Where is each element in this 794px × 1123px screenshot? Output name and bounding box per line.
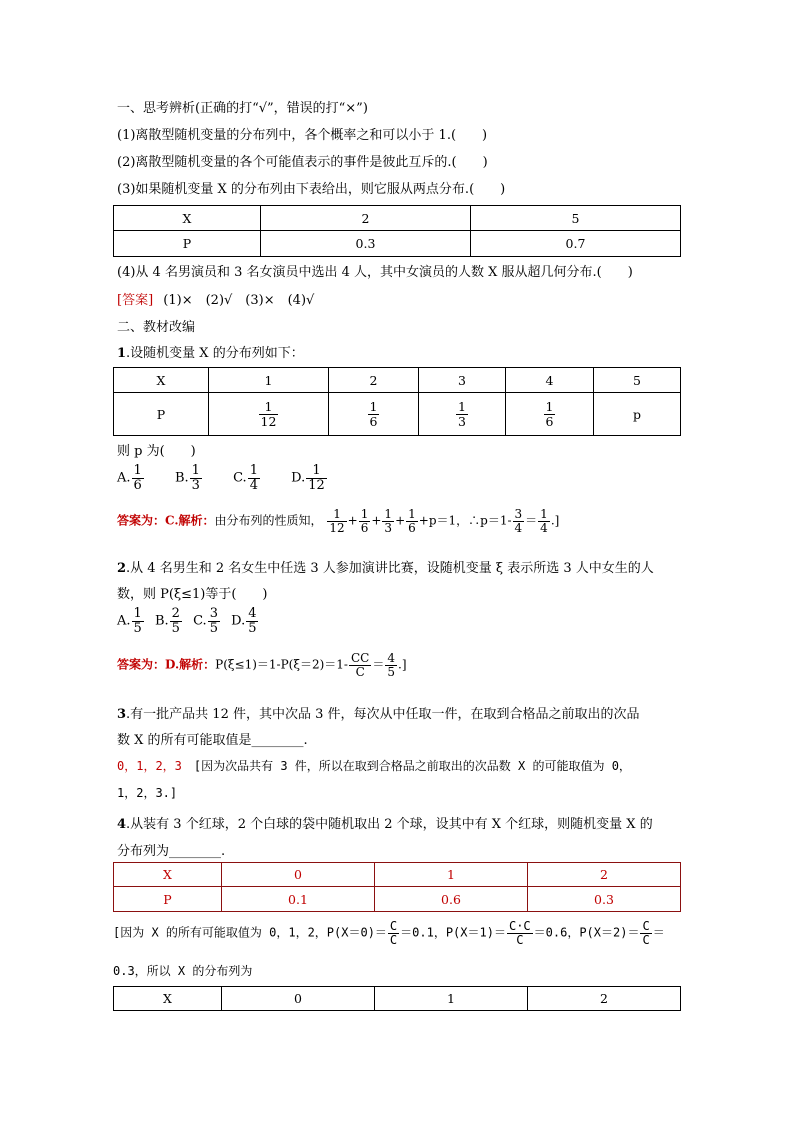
fraction [246,607,258,635]
numerator: 1 [458,399,466,415]
table-cell [209,393,329,436]
table-cell: 2 [261,206,471,231]
numerator: 1 [545,399,554,415]
denominator: 3 [384,520,393,535]
section-heading-2: 二、教材改编 [117,320,196,335]
option-letter: C. [193,613,207,629]
fraction [382,508,394,534]
problem-3-line2: 数 X 的所有可能取值是________. [117,733,308,748]
denominator: C [355,664,365,679]
fraction [385,652,397,678]
table-cell: 4 [506,368,594,393]
table-cell: 0.7 [471,231,681,257]
numerator: 1 [408,507,416,521]
equals: ＝ [525,513,538,528]
denominator: C [516,932,524,947]
problem-4-line2: 分布列为________. [117,844,226,859]
numerator: 1 [133,463,142,478]
denominator: 4 [540,520,548,535]
table-cell: 5 [471,206,681,231]
table-cell [419,393,506,436]
option-a [117,464,145,492]
table-cell: 2 [329,368,419,393]
table-cell: 3 [419,368,506,393]
answer-text: 由分布列的性质知， [214,513,323,528]
option-a [117,607,145,635]
denominator: 3 [191,477,200,493]
problem-number: 2 [117,561,127,576]
numerator: 1 [306,464,327,479]
numerator: 4 [248,606,257,621]
fraction [507,920,533,946]
problem-number: 3 [117,707,127,722]
table-cell: P [114,231,261,257]
table-cell [506,393,594,436]
problem-1-ask: 则 p 为( ) [117,444,196,459]
explanation-text: ＝ [652,925,665,940]
option-letter: B. [154,613,169,629]
fraction [544,400,556,427]
explanation-text: ＝0.1，P(X＝1)＝ [400,925,506,940]
answer-label: 答案为：C.解析： [117,513,215,528]
table-cell: 2 [528,987,681,1011]
distribution-table-final [113,986,681,1011]
table-cell: p [594,393,681,436]
denominator: 5 [387,664,396,679]
problem-3-answer-line2: 1，2，3.] [117,786,178,800]
table-cell: X [114,206,261,231]
denominator: 6 [133,477,142,493]
numerator: 1 [384,507,393,521]
option-b [155,607,183,635]
table-cell: 1 [375,863,528,887]
numerator: 1 [327,508,346,522]
fraction [327,508,346,534]
answer-text: +p＝1，∴p＝1- [418,513,512,528]
numerator: 1 [259,400,279,414]
fraction [368,400,380,427]
answer-text: P(ξ≤1)＝1-P(ξ＝2)＝1- [215,657,348,672]
option-letter: B. [174,470,189,486]
question-1: (1)离散型随机变量的分布列中，各个概率之和可以小于 1.( ) [117,128,488,143]
numerator: 1 [540,507,548,521]
denominator: 4 [249,477,258,493]
problem-2-answer [117,652,407,678]
denominator: 5 [133,620,142,636]
denominator: 12 [329,520,345,535]
table-cell: X [114,863,222,887]
numerator: C [642,919,650,933]
option-letter: D. [231,613,246,629]
problem-4-explanation [113,920,665,946]
problem-text: .有一批产品共 12 件，其中次品 3 件，每次从中任取一件，在取到合格品之前取出的次品 [126,707,640,722]
answer-text: .] [550,513,560,528]
option-d [291,464,328,492]
question-4: (4)从 4 名男演员和 3 名女演员中选出 4 人，其中女演员的人数 X 服从超几何分布.( ) [117,265,633,280]
fraction [208,607,220,635]
fraction [640,920,651,946]
denominator: 4 [514,520,523,535]
numerator: 1 [249,463,258,478]
denominator: C [642,932,650,947]
table-cell [329,393,419,436]
problem-3-answer-line1 [117,757,631,774]
fraction [513,508,525,534]
fraction [170,607,182,635]
numerator: C·C [508,919,531,933]
problem-number: 4 [117,817,127,832]
numerator: 2 [171,606,180,621]
table-cell: 1 [209,368,329,393]
option-c [233,464,261,492]
fraction [538,508,550,534]
denominator: 6 [369,413,378,429]
distribution-table-1 [113,367,681,436]
table-cell: 0 [222,987,375,1011]
answer-label: 答案为：D.解析： [117,657,216,672]
fraction [406,508,418,534]
table-cell: 0.3 [261,231,471,257]
two-point-table [113,205,681,257]
fraction [359,508,371,534]
denominator: 6 [408,520,416,535]
answer-label: [答案] [117,293,154,308]
problem-2-line2: 数，则 P(ξ≤1)等于( ) [117,587,268,602]
table-cell: X [114,987,222,1011]
denominator: 12 [308,477,325,493]
question-3: (3)如果随机变量 X 的分布列由下表给出，则它服从两点分布.( ) [117,182,506,197]
answer-text: .] [398,657,407,672]
denominator: 3 [458,413,466,429]
table-cell: X [114,368,209,393]
denominator: 5 [171,620,180,636]
fraction [456,400,468,427]
numerator: 1 [360,507,369,521]
table-cell: 5 [594,368,681,393]
table-cell: P [114,887,222,912]
explanation-text: ＝0.6，P(X＝2)＝ [533,925,640,940]
option-letter: C. [233,470,247,486]
fraction [190,464,202,492]
option-b [175,464,203,492]
answer-text: [因为次品共有 3 件，所以在取到合格品之前取出的次品数 X 的可能取值为 0， [181,759,631,773]
table-cell: 0.1 [222,887,375,912]
numerator: 3 [209,606,218,621]
numerator: CC [350,651,370,665]
fraction [306,464,327,492]
equals: ＝ [372,657,385,672]
answer-values: 0，1，2，3 [117,759,182,773]
fraction [259,400,279,427]
numerator: 3 [514,507,523,521]
problem-number: 1 [117,346,127,361]
problem-text: .从装有 3 个红球，2 个白球的袋中随机取出 2 个球，设其中有 X 个红球，则随机变量 X 的 [126,817,653,832]
problem-2-options [117,607,285,635]
problem-text: .从 4 名男生和 2 名女生中任选 3 人参加演讲比赛，设随机变量 ξ 表示所选 3 人中女生的人 [126,561,654,576]
distribution-table-answer [113,862,681,912]
option-d [231,607,259,635]
fraction [248,464,260,492]
denominator: 12 [260,413,277,429]
table-cell: P [114,393,209,436]
fraction [132,607,144,635]
option-c [193,607,221,635]
option-letter: A. [117,613,131,629]
fraction [132,464,144,492]
answer-line [117,289,314,308]
problem-1-options [117,464,354,492]
numerator: C [389,919,398,933]
table-cell: 0 [222,863,375,887]
problem-2-line1 [117,557,654,576]
problem-4-line1 [117,813,653,832]
table-cell: 0.3 [528,887,681,912]
problem-1-stem [117,342,304,361]
denominator: 5 [209,620,218,636]
numerator: 1 [133,606,142,621]
explanation-text: [因为 X 的所有可能取值为 0，1，2，P(X＝0)＝ [113,925,387,940]
denominator: 6 [545,413,554,429]
numerator: 1 [369,399,378,415]
numerator: 1 [191,463,200,478]
denominator: C [389,932,398,947]
fraction [349,652,371,678]
table-cell: 2 [528,863,681,887]
option-letter: A. [117,470,131,486]
numerator: 4 [387,651,396,665]
table-cell: 0.6 [375,887,528,912]
problem-3-line1 [117,703,640,722]
table-cell: 1 [375,987,528,1011]
problem-text: .设随机变量 X 的分布列如下： [126,346,304,361]
answer-text: (1)× (2)√ (3)× (4)√ [163,293,315,308]
section-heading-1: 一、思考辨析(正确的打“√”，错误的打“×”) [117,101,368,116]
denominator: 5 [248,620,257,636]
problem-1-answer: 答案为：C.解析：由分布列的性质知， $\frac{1}{12}$ + $\frac{1}{6}$ + $\frac{1}{3}$ + $\frac{1}{6}$ +p＝1，∴p＝1- $\frac{3}{4}$ ＝ $\frac{1}{4}$ .] [117,507,560,535]
problem-4-explanation-line2: 0.3，所以 X 的分布列为 [113,964,253,978]
denominator: 6 [360,520,369,535]
question-2: (2)离散型随机变量的各个可能值表示的事件是彼此互斥的.( ) [117,155,488,170]
fraction [388,920,399,946]
option-letter: D. [291,470,306,486]
